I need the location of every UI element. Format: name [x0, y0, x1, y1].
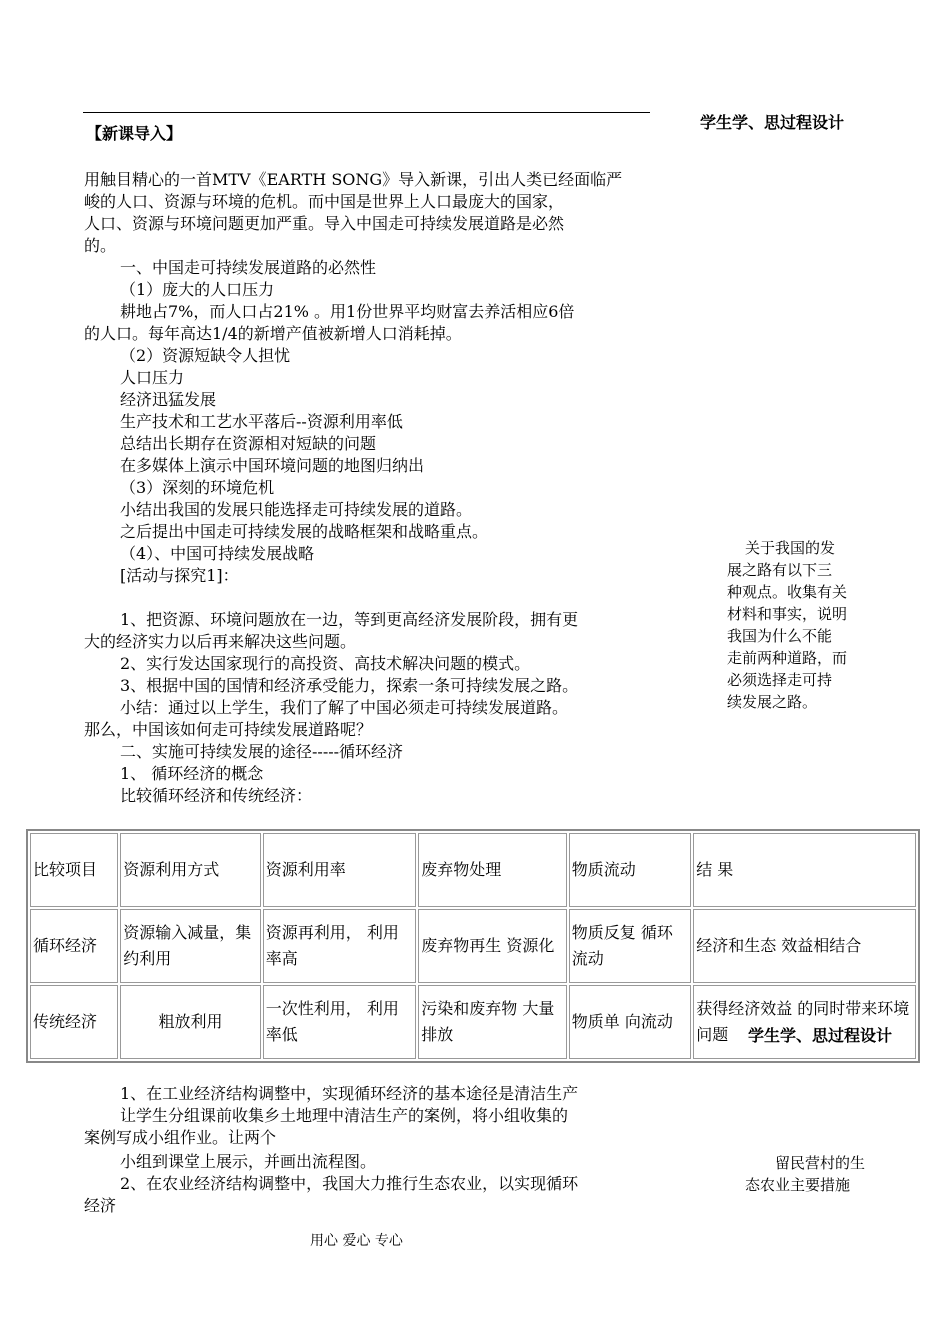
table-cell: 资源输入减量，集约利用 — [120, 909, 260, 983]
side-note-line: 关于我国的发 — [745, 539, 836, 557]
column-header-right: 学生学、思过程设计 — [700, 113, 845, 132]
text-line: 2、实行发达国家现行的高投资、高技术解决问题的模式。 — [120, 654, 531, 673]
subheading: 1、 循环经济的概念 — [120, 764, 264, 783]
side-note-line: 续发展之路。 — [727, 693, 818, 711]
table-cell: 物质单 向流动 — [569, 985, 691, 1059]
text-line: 让学生分组课前收集乡土地理中清洁生产的案例，将小组收集的 — [120, 1106, 569, 1125]
text-line: 比较循环经济和传统经济： — [120, 786, 313, 805]
section-heading: 二、实施可持续发展的途径-----循环经济 — [120, 742, 404, 761]
table-cell: 传统经济 — [30, 985, 118, 1059]
text-line: 经济 — [84, 1196, 117, 1215]
intro-line: 的。 — [84, 236, 117, 255]
side-note-line: 种观点。收集有关 — [727, 583, 848, 601]
text-line: 生产技术和工艺水平落后--资源利用率低 — [120, 412, 403, 431]
subheading: （1）庞大的人口压力 — [120, 280, 275, 299]
intro-heading: 【新课导入】 — [86, 124, 183, 143]
text-line: 耕地占7%，而人口占21% 。用1份世界平均财富去养活相应6倍 — [120, 302, 575, 321]
subheading: （2）资源短缺令人担忧 — [120, 346, 291, 365]
section-heading: 一、中国走可持续发展道路的必然性 — [120, 258, 377, 277]
text-line: 2、在农业经济结构调整中，我国大力推行生态农业，以实现循环 — [120, 1174, 579, 1193]
table-cell: 一次性利用， 利用率低 — [263, 985, 417, 1059]
subheading: （3）深刻的环境危机 — [120, 478, 275, 497]
table-cell: 结 果 — [693, 833, 916, 907]
table-cell: 污染和废弃物 大量排放 — [418, 985, 567, 1059]
side-note-line: 材料和事实，说明 — [727, 605, 848, 623]
table-cell: 循环经济 — [30, 909, 118, 983]
activity-label: [活动与探究1]： — [120, 566, 239, 585]
text-line: 小组到课堂上展示，并画出流程图。 — [120, 1152, 377, 1171]
text-line: 3、根据中国的国情和经济承受能力，探索一条可持续发展之路。 — [120, 676, 579, 695]
side-note-line: 留民营村的生 — [775, 1154, 866, 1172]
text-line: 小结：通过以上学生，我们了解了中国必须走可持续发展道路。 — [120, 698, 569, 717]
table-cell: 粗放利用 — [120, 985, 260, 1059]
text-line: 总结出长期存在资源相对短缺的问题 — [120, 434, 377, 453]
page-footer: 用心 爱心 专心 — [310, 1233, 403, 1249]
table-cell: 经济和生态 效益相结合 — [693, 909, 916, 983]
table-row — [30, 909, 916, 983]
table-cell: 资源利用方式 — [120, 833, 260, 907]
side-note-line: 我国为什么不能 — [727, 627, 833, 645]
table-cell: 废弃物再生 资源化 — [418, 909, 567, 983]
table-cell: 资源利用率 — [263, 833, 417, 907]
subheading: （4）、中国可持续发展战略 — [120, 544, 315, 563]
text-line: 1、在工业经济结构调整中，实现循环经济的基本途径是清洁生产 — [120, 1084, 579, 1103]
intro-line: 人口、资源与环境问题更加严重。导入中国走可持续发展道路是必然 — [84, 214, 565, 233]
text-line: 1、把资源、环境问题放在一边，等到更高经济发展阶段，拥有更 — [120, 610, 579, 629]
text-line: 经济迅猛发展 — [120, 390, 217, 409]
intro-line: 峻的人口、资源与环境的危机。而中国是世界上人口最庞大的国家， — [84, 192, 565, 211]
table-cell: 物质反复 循环流动 — [569, 909, 691, 983]
intro-line: 用触目精心的一首MTV《EARTH SONG》导入新课，引出人类已经面临严 — [84, 170, 623, 189]
side-note-line: 走前两种道路，而 — [727, 649, 848, 667]
side-note-line: 必须选择走可持 — [727, 671, 833, 689]
side-note-line: 态农业主要措施 — [745, 1176, 851, 1194]
table-cell: 比较项目 — [30, 833, 118, 907]
table-cell: 获得经济效益 的同时带来环境问题 — [693, 985, 916, 1059]
text-line: 在多媒体上演示中国环境问题的地图归纳出 — [120, 456, 425, 475]
table-cell: 物质流动 — [569, 833, 691, 907]
text-line: 大的经济实力以后再来解决这些问题。 — [84, 632, 357, 651]
text-line: 那么，中国该如何走可持续发展道路呢？ — [84, 720, 373, 739]
header-rule — [83, 112, 650, 113]
text-line: 的人口。每年高达1/4的新增产值被新增人口消耗掉。 — [84, 324, 462, 343]
text-line: 小结出我国的发展只能选择走可持续发展的道路。 — [120, 500, 473, 519]
table-cell: 废弃物处理 — [418, 833, 567, 907]
table-row — [30, 985, 916, 1059]
text-line: 之后提出中国走可持续发展的战略框架和战略重点。 — [120, 522, 489, 541]
text-line: 案例写成小组作业。让两个 — [84, 1128, 277, 1147]
text-line: 人口压力 — [120, 368, 185, 387]
table-cell: 资源再利用， 利用率高 — [263, 909, 417, 983]
table-header-row — [30, 833, 916, 907]
column-header-right-2: 学生学、思过程设计 — [748, 1023, 892, 1046]
side-note-line: 展之路有以下三 — [727, 561, 833, 579]
